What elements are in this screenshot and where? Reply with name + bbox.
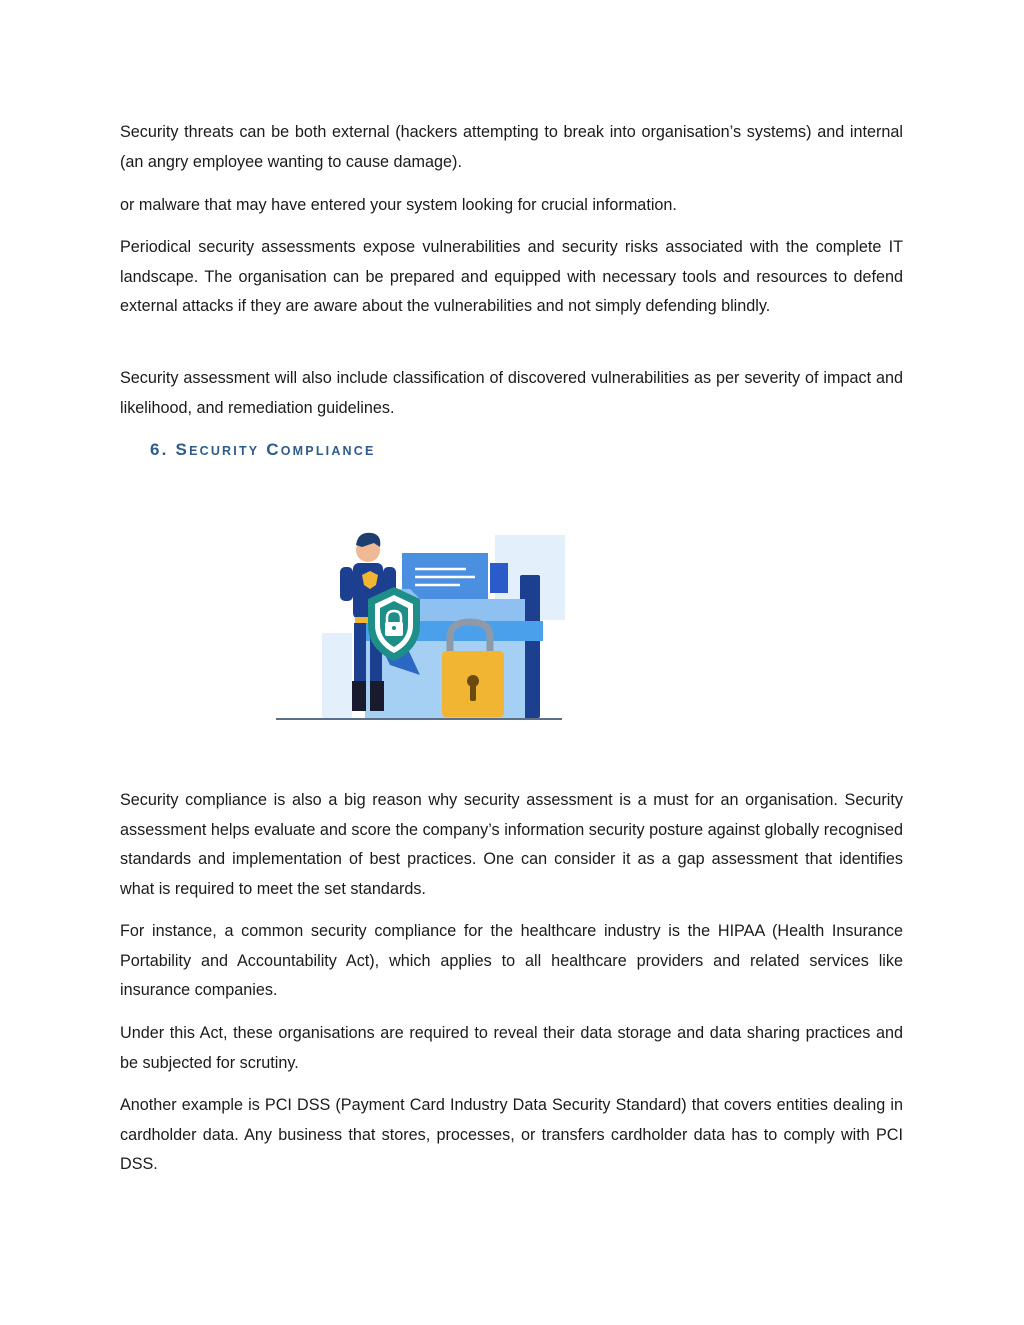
paragraph-under-act: Under this Act, these organisations are required to reveal their data storage and data sharing practices and be subjected for scrutiny. <box>120 1024 903 1072</box>
paragraph-pci-dss: Another example is PCI DSS (Payment Card Industry Data Security Standard) that covers entities dealing in cardholder data. Any business that stores, processes, or transfers cardholder data has to comply with PCI DSS. <box>120 1096 903 1174</box>
paragraph-malware: or malware that may have entered your system looking for crucial information. <box>120 196 677 214</box>
section-heading <box>150 440 376 460</box>
paragraph-compliance-reason: Security compliance is also a big reason why security assessment is a must for an organisation. Security assessment helps evaluate and score the company’s information security posture against globally recognised standards and implementation of best practices. One can consider it as a gap assessment that identifies what is required to meet the set standards. <box>120 791 903 898</box>
paragraph-classification: Security assessment will also include classification of discovered vulnerabilities as per severity of impact and likelihood, and remediation guidelines. <box>120 369 903 417</box>
section-number: 6. <box>150 440 169 459</box>
security-compliance-illustration <box>270 525 570 725</box>
paragraph-hipaa: For instance, a common security compliance for the healthcare industry is the HIPAA (Health Insurance Portability and Accountability Act), which applies to all healthcare providers and related services like insurance companies. <box>120 922 903 1000</box>
section-title: SECURITY COMPLIANCE <box>175 440 376 459</box>
paragraph-threats: Security threats can be both external (hackers attempting to break into organisation’s systems) and internal (an angry employee wanting to cause damage). <box>120 123 903 171</box>
background-panel <box>322 633 352 719</box>
paragraph-periodical-assessments: Periodical security assessments expose vulnerabilities and security risks associated with the complete IT landscape. The organisation can be prepared and equipped with necessary tools and resources to defend external attacks if they are aware about the vulnerabilities and not simply defending blindly. <box>120 238 903 316</box>
